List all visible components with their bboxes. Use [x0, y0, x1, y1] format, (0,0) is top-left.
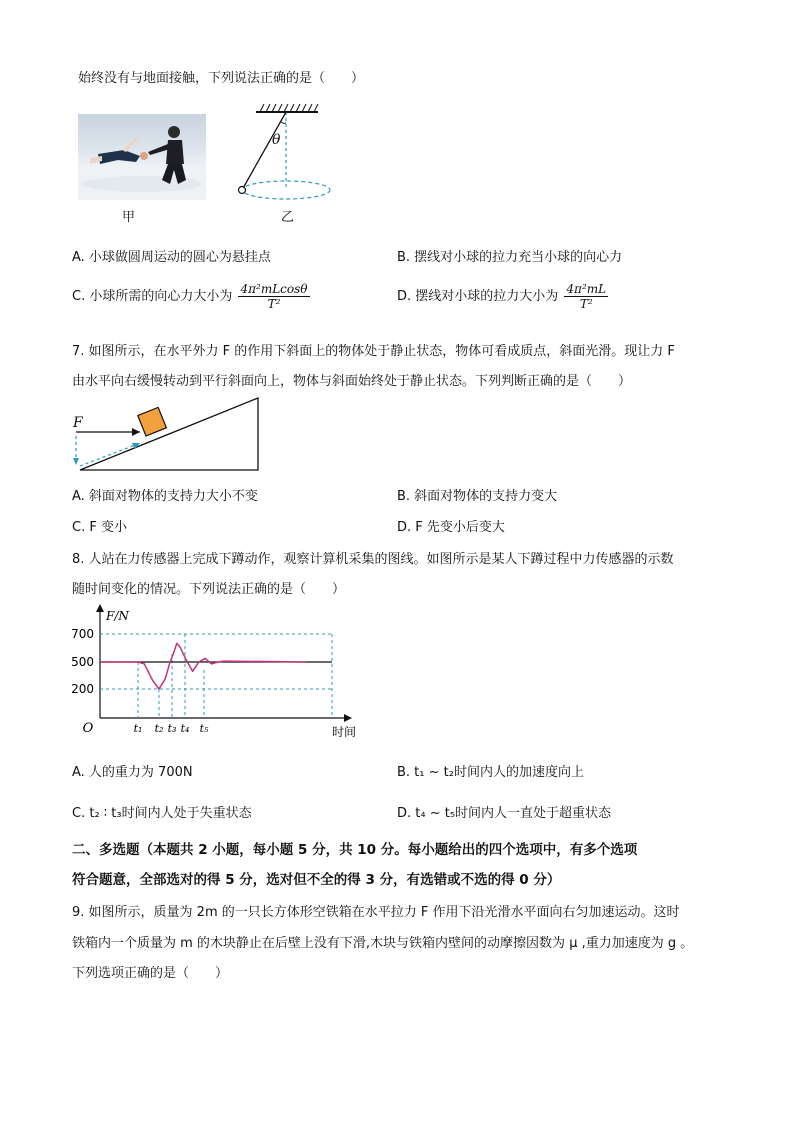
section2-heading-line1: 二、多选题（本题共 2 小题，每小题 5 分，共 10 分。每小题给出的四个选项中，有多个选项: [72, 842, 638, 858]
q8-option-c: C. t₂ ∶ t₃时间内人处于失重状态: [72, 806, 252, 821]
q8-line1: 8. 人站在力传感器上完成下蹲动作，观察计算机采集的图线。如图所示是某人下蹲过程中力传感器的示数: [72, 552, 674, 567]
q6-option-d-text: D. 摆线对小球的拉力大小为: [397, 289, 559, 304]
skating-photo: [78, 114, 206, 200]
q9-line3: 下列选项正确的是（ ）: [72, 966, 229, 981]
q8-option-a: A. 人的重力为 700N: [72, 765, 193, 780]
q7-option-c: C. F 变小: [72, 520, 127, 535]
fig-label-jia: 甲: [122, 210, 136, 225]
q6-option-b: B. 摆线对小球的拉力充当小球的向心力: [397, 250, 623, 265]
force-time-chart: [66, 604, 366, 744]
q8-line2: 随时间变化的情况。下列说法正确的是（ ）: [72, 582, 346, 597]
q6-option-a: A. 小球做圆周运动的圆心为悬挂点: [72, 250, 271, 265]
force-label-f: F: [73, 415, 83, 431]
ytick-700: 700: [71, 627, 94, 641]
q7-option-d: D. F 先变小后变大: [397, 520, 505, 535]
q6-option-c-denominator: T²: [267, 297, 281, 311]
q9-line2: 铁箱内一个质量为 m 的木块静止在后壁上没有下滑,木块与铁箱内壁间的动摩擦因数为 μ ,重力加速度为 g 。: [72, 936, 694, 951]
xtick-t2: t₂: [154, 722, 164, 735]
q7-option-a: A. 斜面对物体的支持力大小不变: [72, 489, 258, 504]
xtick-t1: t₁: [133, 722, 143, 735]
origin-label: O: [82, 721, 94, 736]
q6-option-d: [397, 282, 610, 311]
xtick-t3: t₃: [167, 722, 177, 735]
ytick-500: 500: [71, 655, 94, 669]
q6-option-c-numerator: 4π²mLcosθ: [240, 282, 308, 296]
q6-intro: 始终没有与地面接触，下列说法正确的是（ ）: [78, 71, 365, 86]
theta-label: θ: [272, 132, 281, 148]
q8-option-d: D. t₄ ~ t₅时间内人一直处于超重状态: [397, 806, 612, 821]
q7-line1: 7. 如图所示，在水平外力 F 的作用下斜面上的物体处于静止状态，物体可看成质点，斜面光滑。现让力 F: [72, 344, 675, 359]
section2-heading-line2: 符合题意，全部选对的得 5 分，选对但不全的得 3 分，有选错或不选的得 0 分）: [72, 872, 561, 888]
q9-line1: 9. 如图所示，质量为 2m 的一只长方体形空铁箱在水平拉力 F 作用下沿光滑水平面向右匀加速运动。这时: [72, 905, 680, 920]
q6-option-c-fraction: [238, 282, 309, 311]
ytick-200: 200: [71, 682, 94, 696]
q6-option-d-numerator: 4π²mL: [566, 282, 607, 296]
q6-option-c-text: C. 小球所需的向心力大小为: [72, 289, 233, 304]
q6-option-d-fraction: [564, 282, 608, 311]
q6-option-c: [72, 282, 312, 311]
q8-option-b: B. t₁ ~ t₂时间内人的加速度向上: [397, 765, 584, 780]
conical-pendulum-figure: [226, 100, 336, 206]
incline-figure: [66, 392, 266, 474]
fig-label-yi: 乙: [281, 210, 295, 225]
x-axis-label: 时间: [331, 725, 357, 739]
xtick-t4: t₄: [180, 722, 190, 735]
xtick-t5: t₅: [199, 722, 209, 735]
y-axis-label: F/N: [106, 609, 129, 623]
q6-option-d-denominator: T²: [579, 297, 593, 311]
force-curve: [100, 643, 306, 689]
q7-option-b: B. 斜面对物体的支持力变大: [397, 489, 558, 504]
skating-figure: [78, 114, 206, 200]
q7-line2: 由水平向右缓慢转动到平行斜面向上，物体与斜面始终处于静止状态。下列判断正确的是（ ）: [72, 374, 632, 389]
